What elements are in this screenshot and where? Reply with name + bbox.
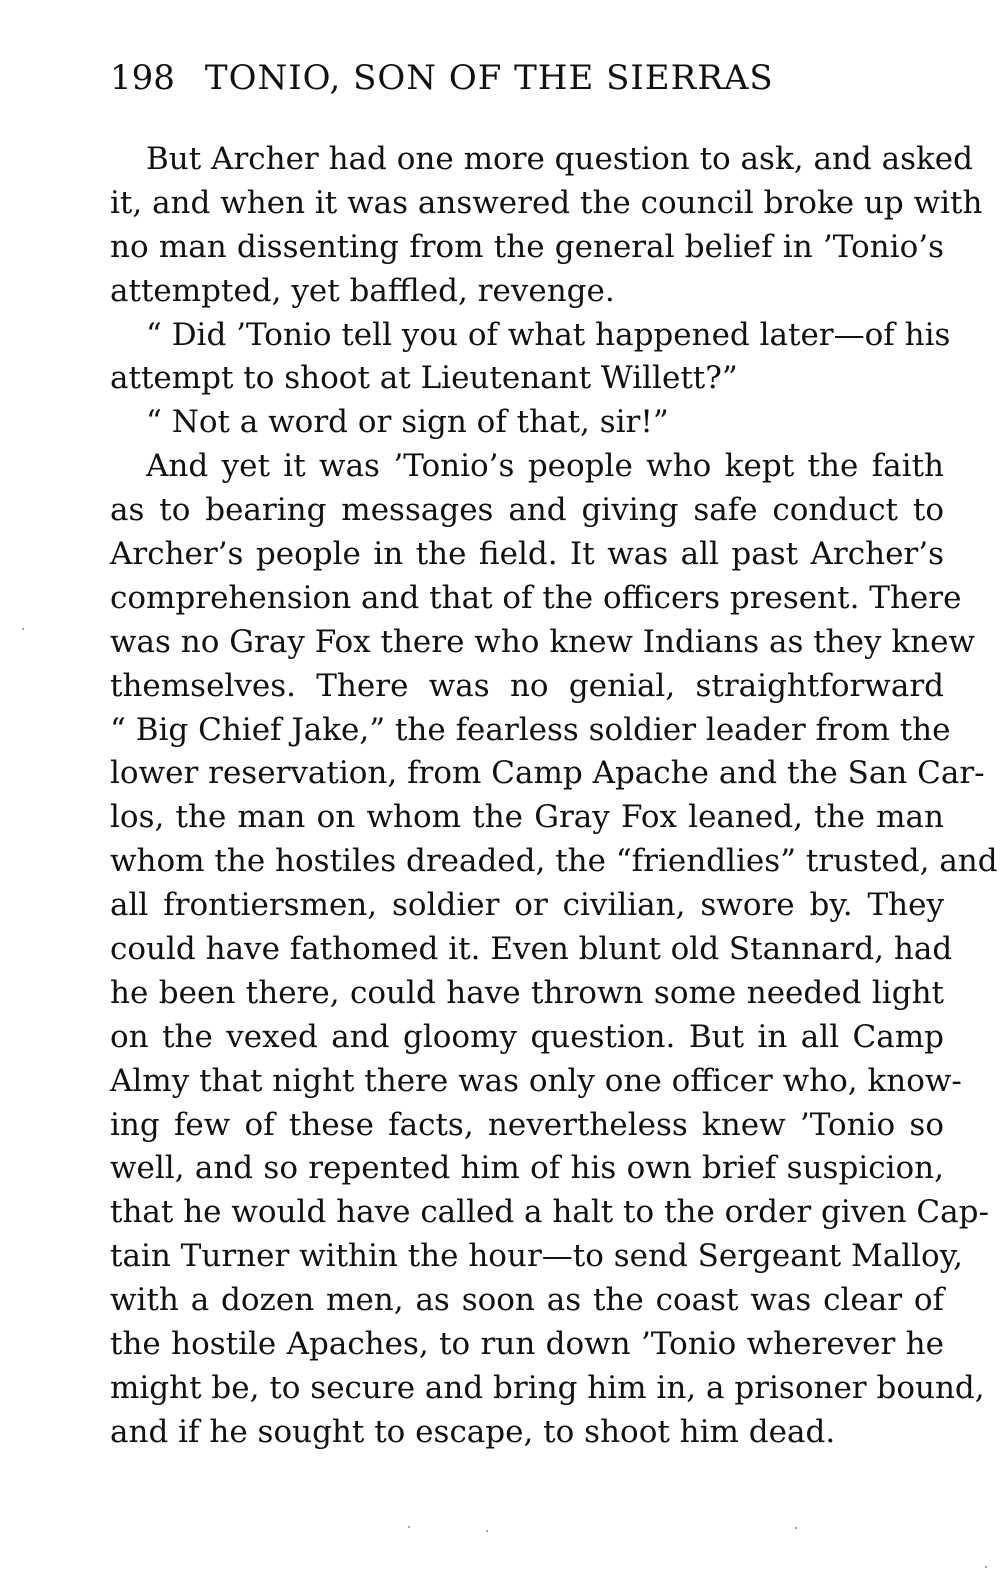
text-line: And yet it was ’Tonio’s people who kept the faith xyxy=(146,448,944,485)
text-line: comprehension and that of the officers present. There xyxy=(110,579,962,616)
text-line: on the vexed and gloomy question. But in all Camp xyxy=(110,1018,944,1055)
text-line: lower reservation, from Camp Apache and the San Car- xyxy=(110,755,985,792)
text-line: no man dissenting from the general belief in ’Tonio’s xyxy=(110,228,944,265)
scan-speck xyxy=(408,1526,410,1528)
text-line: ing few of these facts, nevertheless knew ’Tonio so xyxy=(110,1106,944,1143)
text-line: whom the hostiles dreaded, the “friendlies” trusted, and xyxy=(110,843,998,880)
text-line: might be, to secure and bring him in, a prisoner bound, xyxy=(110,1369,985,1406)
text-line: and if he sought to escape, to shoot him dead. xyxy=(110,1413,836,1450)
text-line: “ Did ’Tonio tell you of what happened later—of his xyxy=(146,316,951,353)
text-line: all frontiersmen, soldier or civilian, swore by. They xyxy=(110,887,944,924)
text-line: with a dozen men, as soon as the coast was clear of xyxy=(110,1282,944,1319)
text-line: the hostile Apaches, to run down ’Tonio wherever he xyxy=(110,1326,944,1363)
text-line: Archer’s people in the field. It was all past Archer’s xyxy=(110,536,944,573)
text-line: he been there, could have thrown some needed light xyxy=(110,974,944,1011)
page-header xyxy=(110,54,774,102)
body-text xyxy=(110,138,998,1455)
scan-speck xyxy=(985,1566,987,1568)
scan-speck xyxy=(486,1530,488,1532)
text-line: tain Turner within the hour—to send Sergeant Malloy, xyxy=(110,1238,963,1275)
page-number: 198 xyxy=(110,58,175,98)
text-line: that he would have called a halt to the order given Cap- xyxy=(110,1194,989,1231)
text-line: it, and when it was answered the council broke up with xyxy=(110,184,983,221)
running-title: TONIO, SON OF THE SIERRAS xyxy=(204,58,774,98)
text-line: could have fathomed it. Even blunt old Stannard, had xyxy=(110,931,953,968)
text-line: well, and so repented him of his own brief suspicion, xyxy=(110,1150,944,1187)
text-line: “ Big Chief Jake,” the fearless soldier leader from the xyxy=(110,711,951,748)
text-line: But Archer had one more question to ask, and asked xyxy=(146,141,973,177)
text-line: was no Gray Fox there who knew Indians as they knew xyxy=(110,623,975,660)
text-line: attempt to shoot at Lieutenant Willett?” xyxy=(110,360,738,397)
text-line: as to bearing messages and giving safe conduct to xyxy=(110,492,944,529)
text-line: themselves. There was no genial, straightforward xyxy=(110,667,944,704)
text-line: los, the man on whom the Gray Fox leaned, the man xyxy=(110,799,944,836)
text-line: attempted, yet baffled, revenge. xyxy=(110,272,615,309)
text-line: “ Not a word or sign of that, sir!” xyxy=(146,404,669,441)
text-line: Almy that night there was only one officer who, know- xyxy=(110,1062,962,1099)
scan-speck xyxy=(22,628,24,630)
scan-speck xyxy=(795,1527,797,1529)
